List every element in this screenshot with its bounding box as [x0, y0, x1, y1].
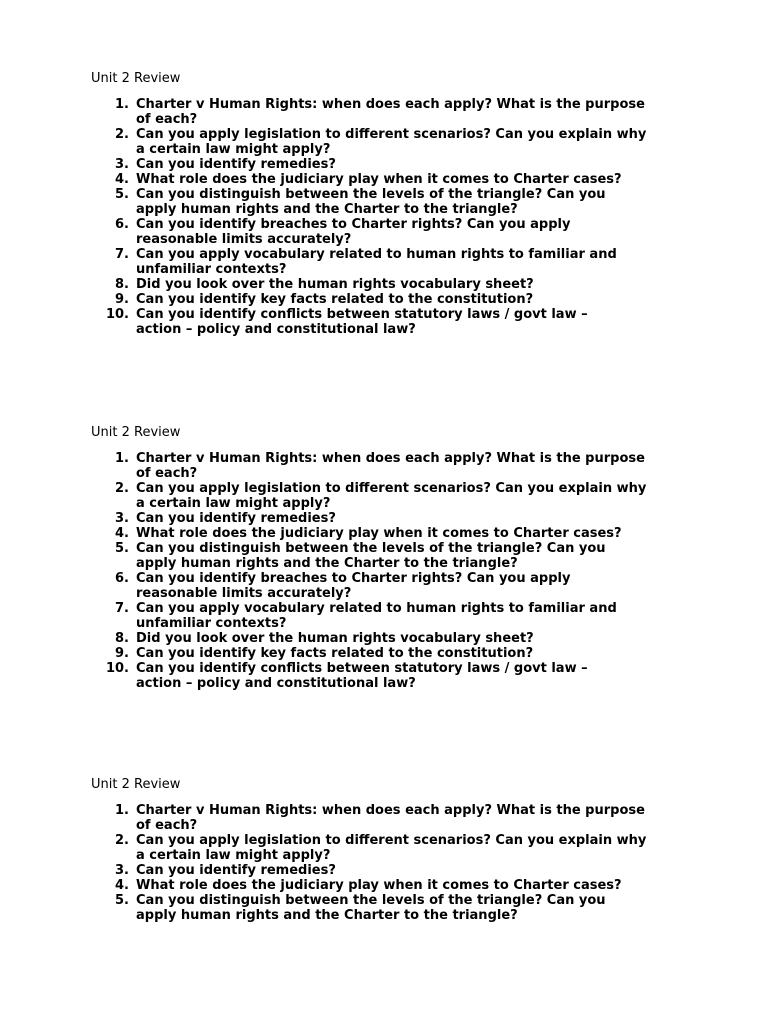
- list-item: [91, 277, 691, 292]
- item-text: [136, 571, 691, 601]
- item-number: 4.: [115, 526, 129, 541]
- item-text: [136, 307, 691, 337]
- section-title: Unit 2 Review: [91, 71, 181, 86]
- list-item: [91, 893, 691, 923]
- item-text-line: Can you apply legislation to different scenarios? Can you explain why: [136, 127, 647, 142]
- item-text: [136, 601, 691, 631]
- section-title: Unit 2 Review: [91, 425, 181, 440]
- review-list: [91, 97, 691, 337]
- item-number: 2.: [115, 127, 129, 142]
- item-text-line: unfamiliar contexts?: [136, 262, 287, 277]
- item-number: 9.: [115, 292, 129, 307]
- list-item: [91, 292, 691, 307]
- item-number: 2.: [115, 833, 129, 848]
- item-text-line: Can you identify remedies?: [136, 511, 336, 526]
- list-item: [91, 803, 691, 833]
- item-number: 3.: [115, 157, 129, 172]
- list-item: [91, 217, 691, 247]
- item-text: [136, 863, 691, 878]
- item-text-line: Can you apply legislation to different scenarios? Can you explain why: [136, 481, 647, 496]
- item-number: 5.: [115, 187, 129, 202]
- item-text: [136, 661, 691, 691]
- review-list: [91, 803, 691, 923]
- item-text: [136, 878, 691, 893]
- item-number: 5.: [115, 541, 129, 556]
- list-item: [91, 526, 691, 541]
- item-text-line: of each?: [136, 466, 198, 481]
- list-item: [91, 127, 691, 157]
- item-number: 1.: [115, 803, 129, 818]
- item-text: [136, 247, 691, 277]
- item-text-line: Charter v Human Rights: when does each apply? What is the purpose: [136, 97, 645, 112]
- list-item: [91, 307, 691, 337]
- item-text-line: of each?: [136, 818, 198, 833]
- item-text-line: action – policy and constitutional law?: [136, 676, 416, 691]
- list-item: [91, 247, 691, 277]
- item-text: [136, 97, 691, 127]
- item-number: 6.: [115, 571, 129, 586]
- item-text-line: Can you identify breaches to Charter rights? Can you apply: [136, 217, 571, 232]
- item-text-line: apply human rights and the Charter to the triangle?: [136, 908, 518, 923]
- item-text-line: a certain law might apply?: [136, 496, 331, 511]
- item-text: [136, 172, 691, 187]
- item-text: [136, 187, 691, 217]
- item-text: [136, 127, 691, 157]
- list-item: [91, 187, 691, 217]
- item-text: [136, 511, 691, 526]
- item-number: 4.: [115, 878, 129, 893]
- item-text-line: Can you identify key facts related to the constitution?: [136, 646, 534, 661]
- item-text-line: a certain law might apply?: [136, 848, 331, 863]
- item-text: [136, 893, 691, 923]
- section-title: Unit 2 Review: [91, 777, 181, 792]
- item-text-line: What role does the judiciary play when it comes to Charter cases?: [136, 172, 622, 187]
- item-text-content: Can you identify conflicts between statutory laws / govt law –: [136, 307, 588, 322]
- list-item: [91, 833, 691, 863]
- list-item: [91, 451, 691, 481]
- item-text: [136, 277, 691, 292]
- item-text-line: Did you look over the human rights vocabulary sheet?: [136, 277, 534, 292]
- item-text-line: Can you apply legislation to different scenarios? Can you explain why: [136, 833, 647, 848]
- item-number: 7.: [115, 601, 129, 616]
- item-text-line: Charter v Human Rights: when does each apply? What is the purpose: [136, 803, 645, 818]
- item-text-line: Can you apply vocabulary related to human rights to familiar and: [136, 247, 617, 262]
- item-text-line: What role does the judiciary play when it comes to Charter cases?: [136, 878, 622, 893]
- item-text-line: of each?: [136, 112, 198, 127]
- review-list: [91, 451, 691, 691]
- item-text: [136, 631, 691, 646]
- list-item: [91, 646, 691, 661]
- item-text-line: Can you identify remedies?: [136, 157, 336, 172]
- review-section: [91, 425, 691, 691]
- review-section: [91, 71, 691, 337]
- item-text-line: What role does the judiciary play when it comes to Charter cases?: [136, 526, 622, 541]
- item-number: 6.: [115, 217, 129, 232]
- item-text: [136, 157, 691, 172]
- item-text-line: apply human rights and the Charter to the triangle?: [136, 202, 518, 217]
- item-number: 8.: [115, 631, 129, 646]
- list-item: [91, 511, 691, 526]
- item-text-content: Can you identify conflicts between statutory laws / govt law –: [136, 661, 588, 676]
- item-number: 5.: [115, 893, 129, 908]
- item-text-line: action – policy and constitutional law?: [136, 322, 416, 337]
- review-section: [91, 777, 691, 923]
- item-text-line: reasonable limits accurately?: [136, 586, 352, 601]
- item-text-line: Can you identify remedies?: [136, 863, 336, 878]
- item-text-line: a certain law might apply?: [136, 142, 331, 157]
- item-number: 3.: [115, 863, 129, 878]
- item-number: 4.: [115, 172, 129, 187]
- item-text-line: Can you distinguish between the levels of the triangle? Can you: [136, 187, 606, 202]
- item-text: [136, 526, 691, 541]
- item-text-line: reasonable limits accurately?: [136, 232, 352, 247]
- list-item: [91, 481, 691, 511]
- item-text: [136, 217, 691, 247]
- item-text-line: unfamiliar contexts?: [136, 616, 287, 631]
- list-item: [91, 878, 691, 893]
- item-text: [136, 451, 691, 481]
- list-item: [91, 541, 691, 571]
- item-text-line: Can you identify key facts related to the constitution?: [136, 292, 534, 307]
- item-text-line: Can you distinguish between the levels of the triangle? Can you: [136, 893, 606, 908]
- item-text: [136, 541, 691, 571]
- item-number: 8.: [115, 277, 129, 292]
- item-number: 3.: [115, 511, 129, 526]
- item-text: [136, 646, 691, 661]
- item-number: 1.: [115, 97, 129, 112]
- list-item: [91, 172, 691, 187]
- list-item: [91, 601, 691, 631]
- item-text-line: Did you look over the human rights vocabulary sheet?: [136, 631, 534, 646]
- item-text-line: [136, 661, 691, 676]
- item-number: 1.: [115, 451, 129, 466]
- item-number: 2.: [115, 481, 129, 496]
- list-item: [91, 157, 691, 172]
- list-item: [91, 97, 691, 127]
- item-text-line: Charter v Human Rights: when does each apply? What is the purpose: [136, 451, 645, 466]
- item-number: 10.: [105, 661, 129, 676]
- item-text: [136, 803, 691, 833]
- item-text-line: apply human rights and the Charter to the triangle?: [136, 556, 518, 571]
- item-text-line: Can you distinguish between the levels of the triangle? Can you: [136, 541, 606, 556]
- item-text: [136, 833, 691, 863]
- item-number: 10.: [105, 307, 129, 322]
- item-text: [136, 481, 691, 511]
- list-item: [91, 631, 691, 646]
- item-text: [136, 292, 691, 307]
- item-text-line: Can you apply vocabulary related to human rights to familiar and: [136, 601, 617, 616]
- item-number: 9.: [115, 646, 129, 661]
- list-item: [91, 661, 691, 691]
- item-number: 7.: [115, 247, 129, 262]
- item-text-line: Can you identify breaches to Charter rights? Can you apply: [136, 571, 571, 586]
- item-text-line: [136, 307, 691, 322]
- list-item: [91, 571, 691, 601]
- list-item: [91, 863, 691, 878]
